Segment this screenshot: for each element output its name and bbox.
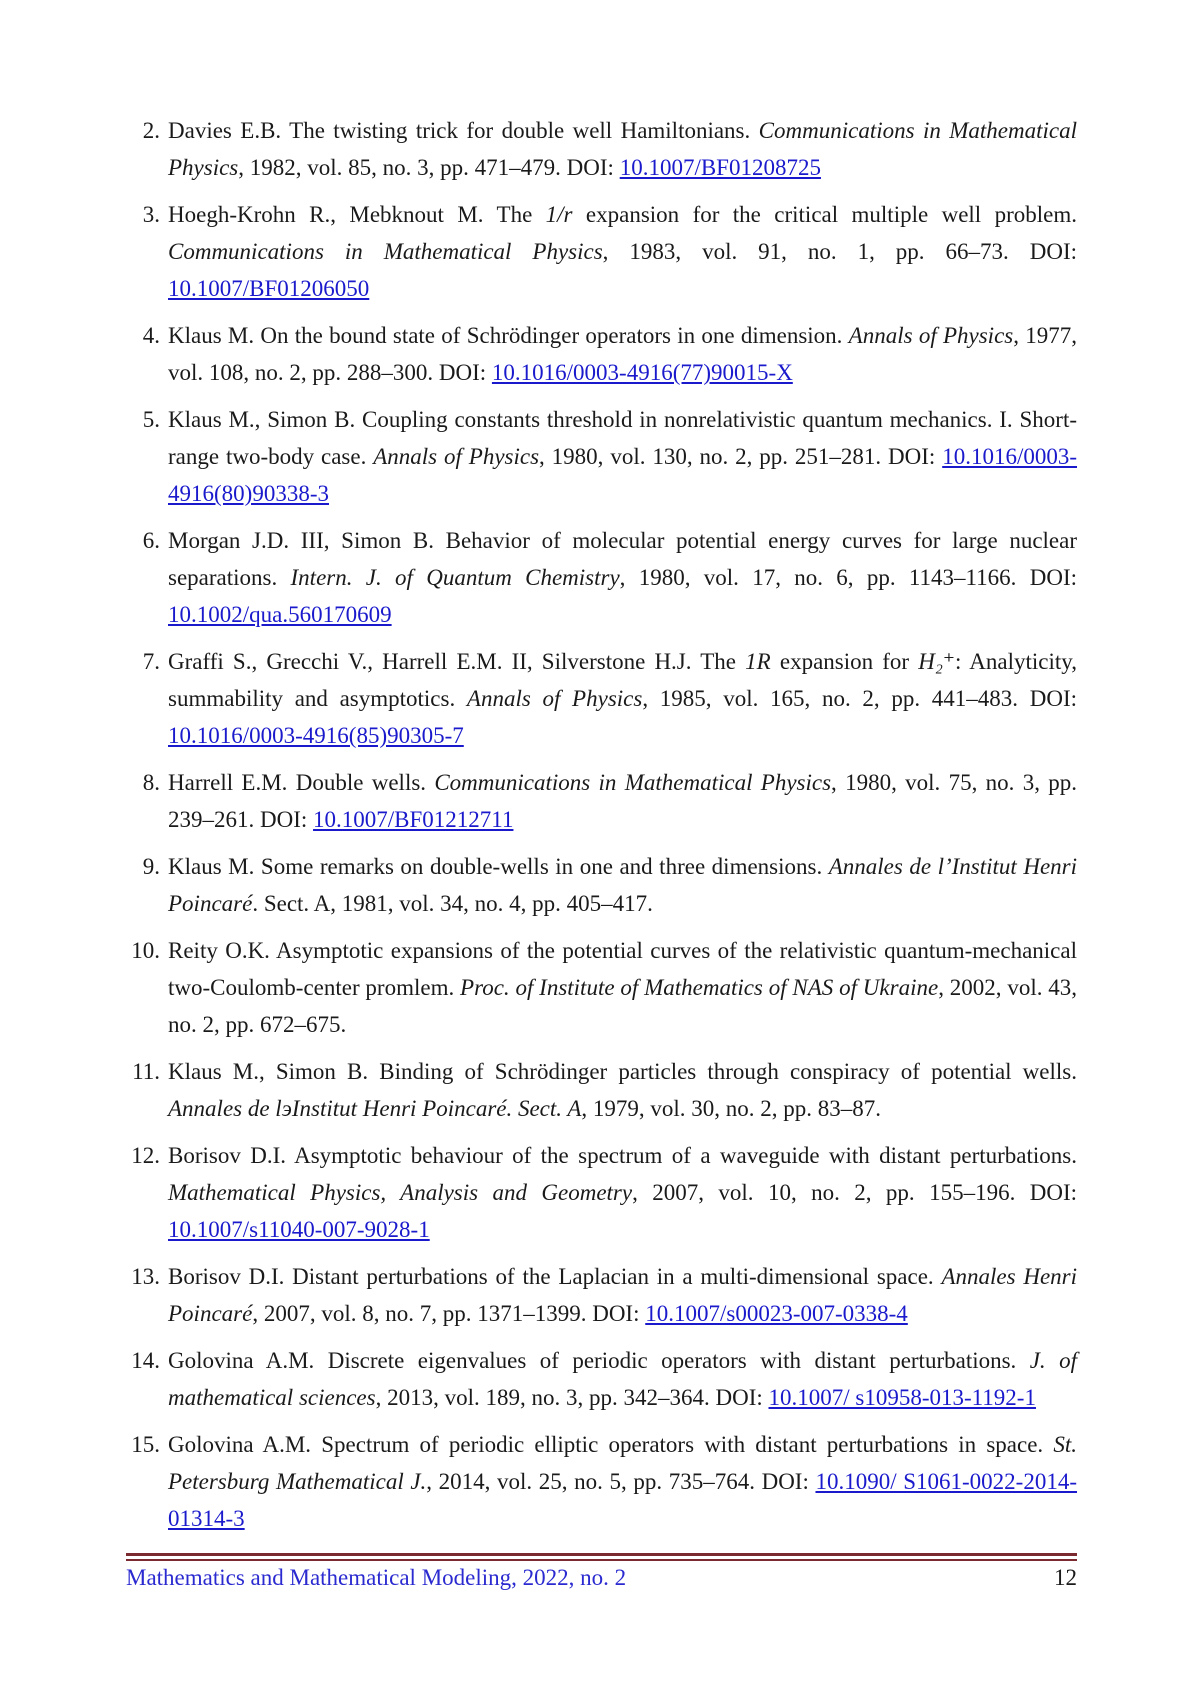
reference-details: , 1980, vol. 75, no. 3, pp. 239–261. DOI:	[168, 770, 1077, 832]
reference-details: , 1979, vol. 30, no. 2, pp. 83–87.	[581, 1096, 882, 1121]
reference-details: , 1980, vol. 130, no. 2, pp. 251–281. DOI:	[539, 444, 943, 469]
reference-journal: Proc. of Institute of Mathematics of NAS of Ukraine	[460, 975, 939, 1000]
doi-link[interactable]: 10.1002/qua.560170609	[168, 602, 392, 627]
doi-link[interactable]: 10.1007/BF01212711	[313, 807, 514, 832]
doi-link[interactable]: 10.1007/s00023-007-0338-4	[645, 1301, 908, 1326]
footer-journal-name: Mathematics and Mathematical Modeling, 2022, no. 2	[126, 1565, 627, 1590]
reference-journal: Annals of Physics	[373, 444, 540, 469]
doi-link[interactable]: 10.1090/ S1061-0022-2014-01314-3	[168, 1469, 1077, 1531]
reference-number: 4.	[142, 323, 160, 348]
reference-item	[126, 932, 1077, 1043]
doi-link[interactable]: 10.1007/ s10958-013-1192-1	[768, 1385, 1036, 1410]
math-expression: 1R	[745, 649, 771, 674]
reference-journal: Communications in Mathematical Physics	[168, 239, 603, 264]
reference-authors-title: Graffi S., Grecchi V., Harrell E.M. II, Silverstone H.J. The	[168, 649, 746, 674]
reference-details: , 2002, vol. 43, no. 2, pp. 672–675.	[168, 975, 1078, 1037]
reference-number: 11.	[132, 1059, 160, 1084]
reference-details: , 2013, vol. 189, no. 3, pp. 342–364. DOI:	[375, 1385, 769, 1410]
reference-number: 14.	[131, 1348, 160, 1373]
doi-link[interactable]: 10.1016/0003-4916(77)90015-X	[491, 360, 793, 385]
reference-details: , 1977, vol. 108, no. 2, pp. 288–300. DOI:	[168, 323, 1077, 385]
reference-journal: Intern. J. of Quantum Chemistry	[290, 565, 620, 590]
reference-details: , 1985, vol. 165, no. 2, pp. 441–483. DOI:	[642, 686, 1077, 711]
reference-details: , 1982, vol. 85, no. 3, pp. 471–479. DOI:	[238, 155, 620, 180]
reference-journal: Annals of Physics	[466, 686, 643, 711]
reference-details: , 1980, vol. 17, no. 6, pp. 1143–1166. DOI:	[619, 565, 1077, 590]
reference-details: , 2007, vol. 8, no. 7, pp. 1371–1399. DOI:	[252, 1301, 646, 1326]
reference-title-cont: expansion for the critical multiple well problem.	[572, 202, 1077, 227]
reference-journal: Annales de lэInstitut Henri Poincaré. Sect. A	[168, 1096, 582, 1121]
reference-item	[126, 1258, 1077, 1332]
reference-item	[126, 643, 1077, 754]
reference-authors-title: Klaus M. On the bound state of Schrödinger operators in one dimension.	[168, 323, 849, 348]
reference-item	[126, 317, 1077, 391]
reference-item	[126, 1053, 1077, 1127]
reference-item	[126, 401, 1077, 512]
reference-journal: J. of mathematical sciences	[168, 1348, 1077, 1410]
reference-number: 2.	[142, 118, 160, 143]
page-number: 12	[1054, 1565, 1077, 1590]
reference-number: 15.	[131, 1432, 160, 1457]
doi-link[interactable]: 10.1007/BF01208725	[619, 155, 821, 180]
reference-item	[126, 1342, 1077, 1416]
reference-item	[126, 764, 1077, 838]
reference-authors-title: Klaus M., Simon B. Binding of Schrödinger particles through conspiracy of potential wells.	[168, 1059, 1077, 1084]
reference-journal: Annales de l’Institut Henri Poincaré	[168, 854, 1078, 916]
reference-details: , 2014, vol. 25, no. 5, pp. 735–764. DOI:	[426, 1469, 816, 1494]
math-expression: H₂⁺	[918, 649, 955, 674]
reference-journal: St. Petersburg Mathematical J.	[168, 1432, 1077, 1494]
reference-number: 10.	[131, 938, 160, 963]
doi-link[interactable]: 10.1007/s11040-007-9028-1	[168, 1217, 430, 1242]
reference-item	[126, 1137, 1077, 1248]
reference-authors-title: Harrell E.M. Double wells.	[168, 770, 435, 795]
reference-number: 8.	[142, 770, 160, 795]
reference-number: 13.	[131, 1264, 160, 1289]
reference-journal: Communications in Mathematical Physics	[434, 770, 832, 795]
footer-rule-top	[126, 1553, 1077, 1556]
reference-item	[126, 196, 1077, 307]
reference-authors-title: Borisov D.I. Distant perturbations of the Laplacian in a multi-dimensional space.	[168, 1264, 942, 1289]
reference-number: 5.	[142, 407, 160, 432]
reference-item	[126, 1426, 1077, 1537]
reference-authors-title: Golovina A.M. Spectrum of periodic elliptic operators with distant perturbations in space.	[168, 1432, 1054, 1457]
reference-authors-title: Klaus M. Some remarks on double-wells in one and three dimensions.	[168, 854, 829, 879]
reference-authors-title: Golovina A.M. Discrete eigenvalues of periodic operators with distant perturbations.	[168, 1348, 1030, 1373]
doi-link[interactable]: 10.1016/0003-4916(80)90338-3	[168, 444, 1077, 506]
footer-rule-bottom	[126, 1559, 1077, 1561]
reference-item	[126, 112, 1077, 186]
reference-item	[126, 848, 1077, 922]
reference-number: 6.	[142, 528, 160, 553]
reference-title-cont: : Analyticity, summability and asymptotics.	[168, 649, 1078, 711]
reference-journal: Annals of Physics	[848, 323, 1014, 348]
reference-authors-title: Klaus M., Simon B. Coupling constants threshold in nonrelativistic quantum mechanics. I. Short-range two-body case.	[168, 407, 1077, 469]
doi-link[interactable]: 10.1007/BF01206050	[168, 276, 370, 301]
reference-authors-title: Morgan J.D. III, Simon B. Behavior of molecular potential energy curves for large nuclear separations.	[168, 528, 1077, 590]
reference-journal: Annales Henri Poincaré	[168, 1264, 1077, 1326]
reference-authors-title: Borisov D.I. Asymptotic behaviour of the spectrum of a waveguide with distant perturbations.	[168, 1143, 1077, 1168]
reference-item	[126, 522, 1077, 633]
reference-details: . Sect. A, 1981, vol. 34, no. 4, pp. 405–417.	[252, 891, 653, 916]
doi-link[interactable]: 10.1016/0003-4916(85)90305-7	[168, 723, 464, 748]
math-expression: 1/r	[545, 202, 573, 227]
reference-details: , 1983, vol. 91, no. 1, pp. 66–73. DOI:	[602, 239, 1077, 264]
reference-details: , 2007, vol. 10, no. 2, pp. 155–196. DOI:	[632, 1180, 1077, 1205]
reference-number: 12.	[131, 1143, 160, 1168]
reference-number: 9.	[142, 854, 160, 879]
reference-journal: Communications in Mathematical Physics	[168, 118, 1077, 180]
reference-title-cont: expansion for	[770, 649, 919, 674]
reference-list	[126, 112, 1077, 1547]
reference-authors-title: Reity O.K. Asymptotic expansions of the potential curves of the relativistic quantum-mechanical two-Coulomb-center promlem.	[168, 938, 1077, 1000]
reference-journal: Mathematical Physics, Analysis and Geometry	[168, 1180, 633, 1205]
reference-number: 7.	[142, 649, 160, 674]
reference-authors-title: Davies E.B. The twisting trick for double well Hamiltonians.	[168, 118, 759, 143]
reference-number: 3.	[142, 202, 160, 227]
reference-authors-title: Hoegh-Krohn R., Mebknout M. The	[168, 202, 546, 227]
